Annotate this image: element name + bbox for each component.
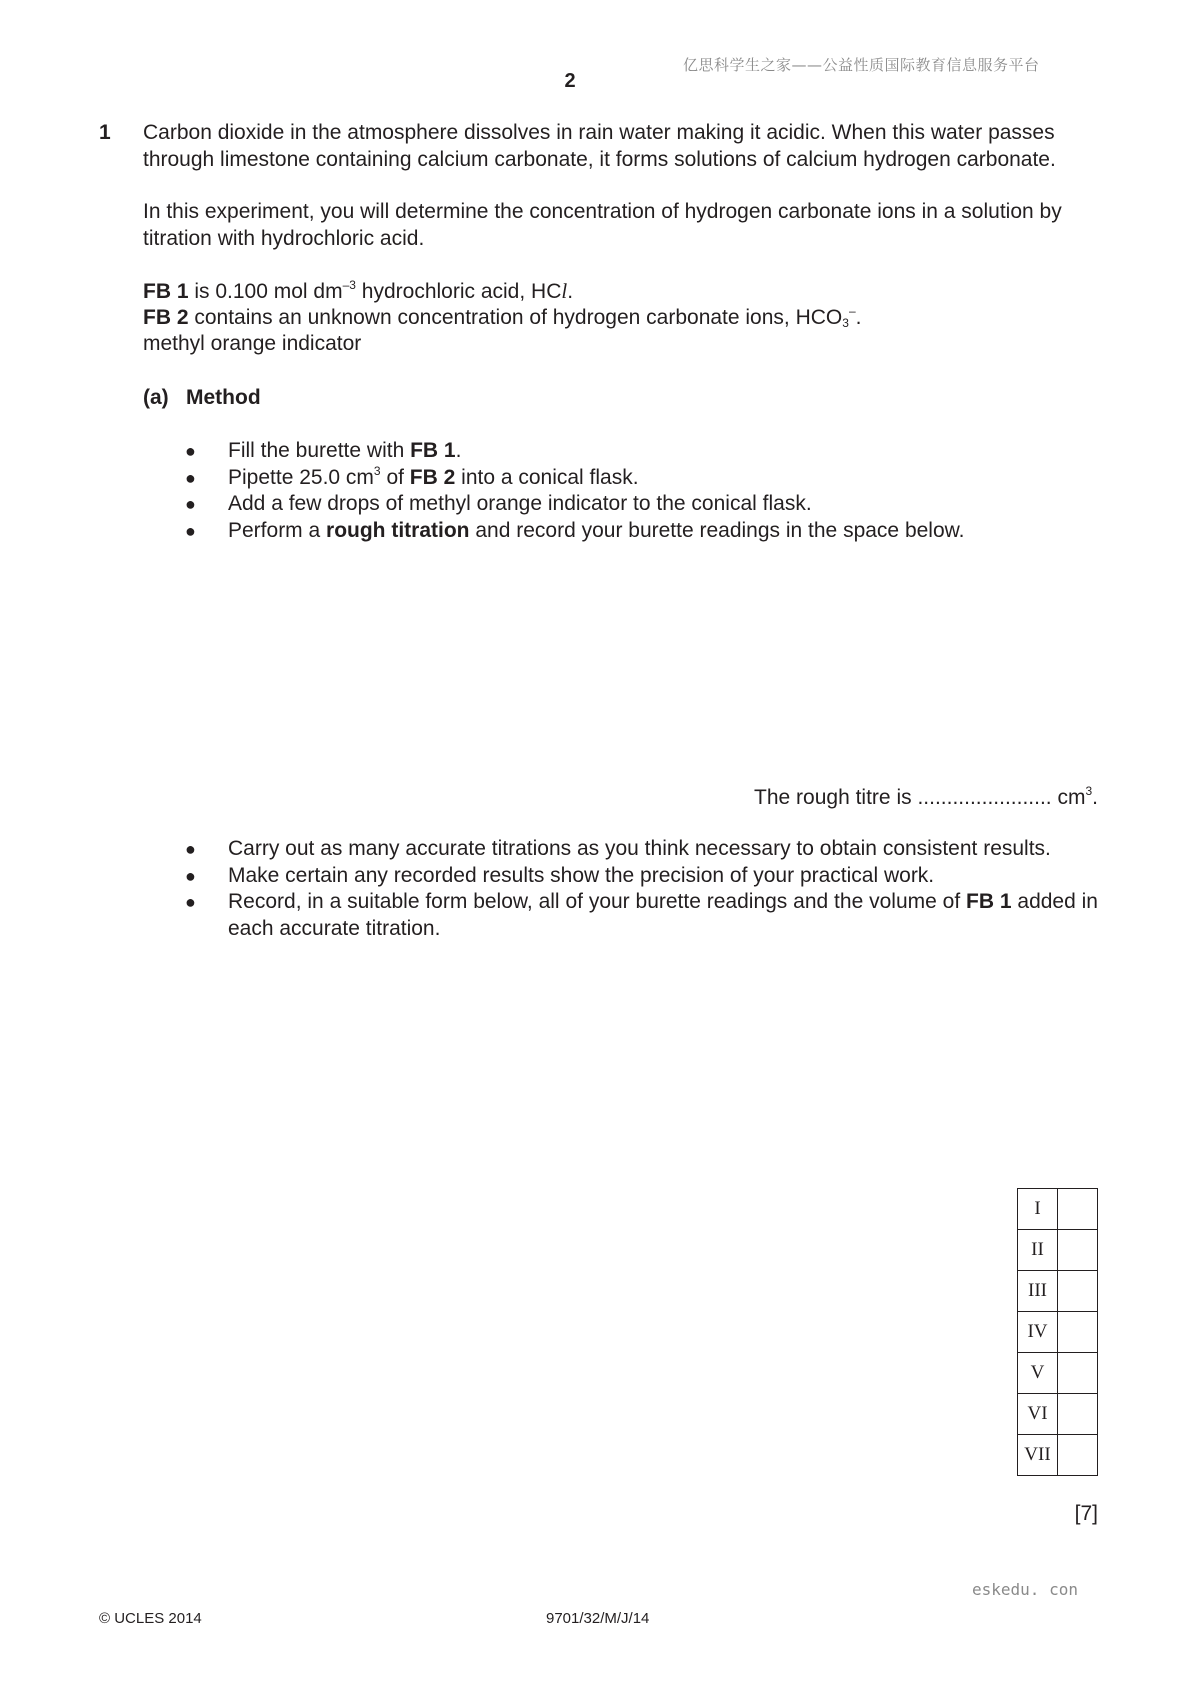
- bullet-7-text-c: added in each accurate titration.: [228, 890, 1098, 940]
- bullet-4-bold: rough titration: [326, 518, 470, 542]
- bullet-dot: ●: [185, 892, 196, 912]
- bullet-1-text-c: .: [455, 439, 462, 462]
- reagent-fb1-line: [143, 278, 1098, 306]
- mark-box: [1058, 1394, 1098, 1435]
- fb2-label: FB 2: [143, 306, 189, 329]
- mark-box: [1058, 1230, 1098, 1271]
- mark-row: [1018, 1353, 1098, 1394]
- bullet-2-fb2: FB 2: [409, 465, 456, 489]
- bullet-7-fb1: FB 1: [966, 890, 1012, 913]
- bullet-dot: ●: [185, 865, 196, 886]
- indicator-line: methyl orange indicator: [143, 332, 362, 355]
- mark-box: [1058, 1435, 1098, 1476]
- fb1-text-a: is 0.100 mol dm: [188, 280, 343, 303]
- mark-box: [1058, 1189, 1098, 1230]
- mark-label: V: [1018, 1353, 1058, 1394]
- bullet-dot: ●: [185, 467, 196, 488]
- fb1-text-c: .: [567, 280, 574, 303]
- intro-paragraph-2: In this experiment, you will determine the concentration of hydrogen carbonate ions in a solution by titration with hydrochloric acid.: [143, 200, 1062, 250]
- fb1-sup: –3: [342, 278, 356, 292]
- mark-row: [1018, 1435, 1098, 1476]
- mark-label: IV: [1018, 1312, 1058, 1353]
- bullet-3-text: Add a few drops of methyl orange indicator to the conical flask.: [228, 492, 812, 515]
- mark-box: [1058, 1353, 1098, 1394]
- method-bullets-1: [185, 438, 1098, 544]
- bullet-4-text-c: and record your burette readings in the space below.: [469, 518, 965, 542]
- rough-titre-sup: 3: [1085, 784, 1093, 798]
- bullet-fill-burette: [185, 438, 1098, 465]
- bullet-1-fb1: FB 1: [410, 439, 456, 462]
- part-a-label: (a): [143, 386, 169, 409]
- bullet-rough-titration: [185, 518, 1098, 545]
- mark-box: [1058, 1271, 1098, 1312]
- bullet-6-text: Make certain any recorded results show the precision of your practical work.: [228, 863, 935, 887]
- mark-label: II: [1018, 1230, 1058, 1271]
- mark-row: [1018, 1189, 1098, 1230]
- mark-label: VII: [1018, 1435, 1058, 1476]
- bullet-dot: ●: [185, 839, 196, 859]
- mark-label: VI: [1018, 1394, 1058, 1435]
- bullet-2-sup: 3: [373, 463, 381, 478]
- fb1-italic-l: l: [561, 279, 568, 303]
- question-number: 1: [99, 121, 111, 144]
- fb1-text-b: hydrochloric acid, HC: [355, 280, 562, 303]
- bullet-dot: ●: [185, 520, 196, 541]
- bullet-dot: ●: [185, 441, 196, 461]
- method-bullets-2: [185, 836, 1098, 942]
- bullet-2-text-a: Pipette 25.0 cm: [228, 465, 374, 489]
- mark-row: [1018, 1271, 1098, 1312]
- watermark-header: 亿思科学生之家——公益性质国际教育信息服务平台: [683, 56, 1040, 74]
- fb2-text-a: contains an unknown concentration of hydrogen carbonate ions, HCO: [188, 306, 843, 329]
- rough-titre-text: The rough titre is ....................... cm: [754, 786, 1086, 809]
- fb1-label: FB 1: [143, 280, 189, 303]
- bullet-record-readings: [185, 889, 1098, 942]
- bullet-5-text: Carry out as many accurate titrations as you think necessary to obtain consistent results.: [228, 837, 1051, 860]
- fb2-sup: –: [848, 304, 856, 318]
- mark-row: [1018, 1312, 1098, 1353]
- rough-titre-answer-line[interactable]: [600, 785, 1098, 812]
- bullet-7-text-a: Record, in a suitable form below, all of your burette readings and the volume of: [228, 890, 967, 913]
- mark-grid: [1017, 1188, 1098, 1476]
- part-a-title: Method: [186, 386, 261, 409]
- mark-row: [1018, 1230, 1098, 1271]
- mark-box: [1058, 1312, 1098, 1353]
- total-marks: [7]: [1074, 1502, 1098, 1525]
- mark-row: [1018, 1394, 1098, 1435]
- mark-label: III: [1018, 1271, 1058, 1312]
- rough-titre-end: .: [1092, 786, 1098, 809]
- fb2-text-b: .: [855, 306, 862, 329]
- bullet-pipette: [185, 463, 1098, 492]
- bullet-precision: [185, 863, 1098, 890]
- bullet-1-text-a: Fill the burette with: [228, 439, 411, 462]
- reagent-fb2-line: [143, 305, 1098, 332]
- intro-paragraph-1: Carbon dioxide in the atmosphere dissolves in rain water making it acidic. When this water passes through limestone containing calcium carbonate, it forms solutions of calcium hydrogen carbonate.: [143, 121, 1056, 171]
- bullet-4-text-a: Perform a: [228, 518, 327, 542]
- bullet-add-indicator: [185, 491, 1098, 518]
- fb2-sub: 3: [842, 316, 849, 330]
- footer-paper-code: 9701/32/M/J/14: [546, 1610, 650, 1627]
- bullet-2-text-b: of: [380, 465, 410, 489]
- footer-copyright: © UCLES 2014: [99, 1610, 202, 1627]
- bullet-2-text-d: into a conical flask.: [455, 465, 639, 489]
- mark-label: I: [1018, 1189, 1058, 1230]
- bullet-dot: ●: [185, 494, 196, 514]
- bullet-accurate-titrations: [185, 836, 1098, 863]
- page-number: 2: [564, 70, 576, 92]
- watermark-footer: eskedu. con: [972, 1580, 1078, 1599]
